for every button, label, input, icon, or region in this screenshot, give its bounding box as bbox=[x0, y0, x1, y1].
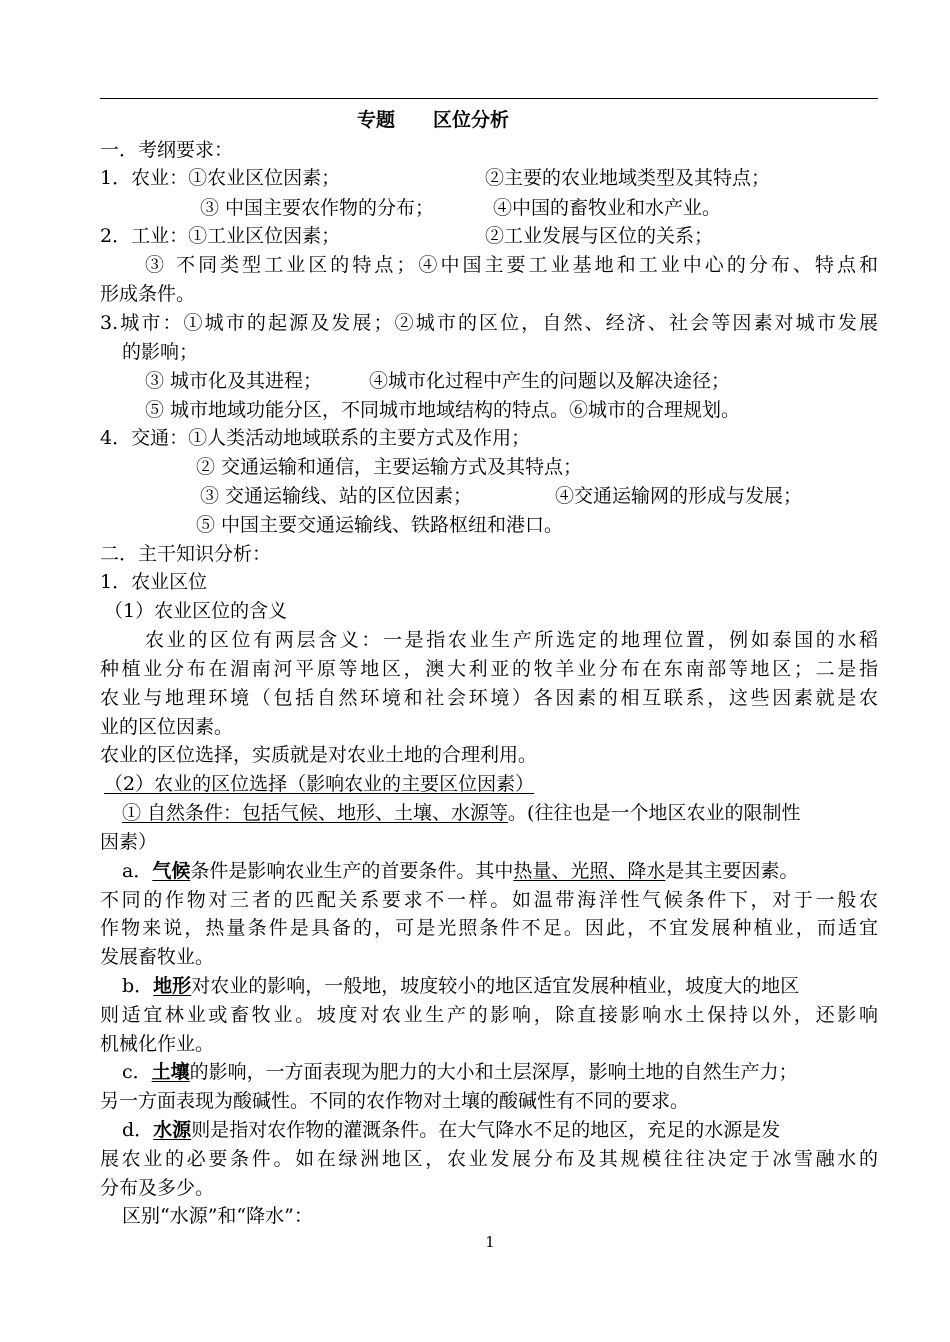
syllabus-transport-cont: ② 交通运输和通信，主要运输方式及其特点； bbox=[196, 456, 583, 478]
syllabus-city-cont: 的影响； bbox=[122, 341, 199, 363]
paragraph-line: 作物来说，热量条件是具备的，可是光照条件不足。因此，不宜发展种植业，而适宜 bbox=[100, 917, 878, 939]
header-rule bbox=[100, 98, 878, 99]
syllabus-transport: 4．交通：①人类活动地域联系的主要方式及作用； bbox=[100, 427, 531, 449]
factor-terrain: b．地形对农业的影响，一般地，坡度较小的地区适宜发展种植业，坡度大的地区 bbox=[122, 975, 800, 997]
syllabus-city: 3.城市：①城市的起源及发展；②城市的区位，自然、经济、社会等因素对城市发展 bbox=[100, 312, 878, 334]
paragraph-line: 发展畜牧业。 bbox=[100, 946, 215, 968]
paragraph-line: 区别“水源”和“降水”： bbox=[122, 1205, 313, 1227]
paragraph-line: 业的区位因素。 bbox=[100, 716, 234, 738]
paragraph-line: ① 自然条件：包括气候、地形、土壤、水源等。(往往也是一个地区农业的限制性 bbox=[122, 802, 801, 824]
paragraph-line: 另一方面表现为酸碱性。不同的农作物对土壤的酸碱性有不同的要求。 bbox=[100, 1090, 690, 1112]
syllabus-industry: 2．工业：①工业区位因素； ②工业发展与区位的关系； bbox=[100, 225, 714, 247]
subsection-heading: （2）农业的区位选择（影响农业的主要区位因素） bbox=[104, 773, 535, 795]
syllabus-industry-cont2: 形成条件。 bbox=[100, 283, 196, 305]
section-heading: 二．主干知识分析： bbox=[100, 543, 272, 565]
paragraph-line: 因素） bbox=[100, 831, 158, 853]
syllabus-transport-cont3: ⑤ 中国主要交通运输线、铁路枢纽和港口。 bbox=[196, 514, 564, 536]
factor-climate: a．气候条件是影响农业生产的首要条件。其中热量、光照、降水是其主要因素。 bbox=[122, 860, 799, 882]
factor-water: d．水源则是指对农作物的灌溉条件。在大气降水不足的地区，充足的水源是发 bbox=[122, 1119, 781, 1141]
paragraph-line: 分布及多少。 bbox=[100, 1177, 215, 1199]
syllabus-agriculture: 1．农业：①农业区位因素； ②主要的农业地域类型及其特点； bbox=[100, 167, 771, 189]
factor-soil: c．土壤的影响，一方面表现为肥力的大小和土层深厚，影响土地的自然生产力； bbox=[122, 1061, 798, 1083]
syllabus-city-cont3: ⑤ 城市地域功能分区，不同城市地域结构的特点。⑥城市的合理规划。 bbox=[145, 399, 741, 421]
syllabus-industry-cont: ③ 不同类型工业区的特点；④中国主要工业基地和工业中心的分布、特点和 bbox=[145, 254, 878, 276]
paragraph-line: 展农业的必要条件。如在绿洲地区，农业发展分布及其规模往往决定于冰雪融水的 bbox=[100, 1148, 878, 1170]
paragraph-line: 农业的区位有两层含义：一是指农业生产所选定的地理位置，例如泰国的水稻 bbox=[145, 629, 878, 651]
paragraph-line: 农业的区位选择，实质就是对农业土地的合理利用。 bbox=[100, 744, 538, 766]
subsection-heading: （1）农业区位的含义 bbox=[104, 600, 288, 622]
page-number: 1 bbox=[485, 1233, 495, 1251]
subsection-heading: 1．农业区位 bbox=[100, 571, 208, 593]
paragraph-line: 农业与地理环境（包括自然环境和社会环境）各因素的相互联系，这些因素就是农 bbox=[100, 687, 878, 709]
section-heading: 一．考纲要求： bbox=[100, 139, 234, 161]
paragraph-line: 则适宜林业或畜牧业。坡度对农业生产的影响，除直接影响水土保持以外，还影响 bbox=[100, 1004, 878, 1026]
paragraph-line: 机械化作业。 bbox=[100, 1033, 215, 1055]
paragraph-line: 种植业分布在湄南河平原等地区，澳大利亚的牧羊业分布在东南部等地区；二是指 bbox=[100, 658, 878, 680]
paragraph-line: 不同的作物对三者的匹配关系要求不一样。如温带海洋性气候条件下，对于一般农 bbox=[100, 889, 878, 911]
